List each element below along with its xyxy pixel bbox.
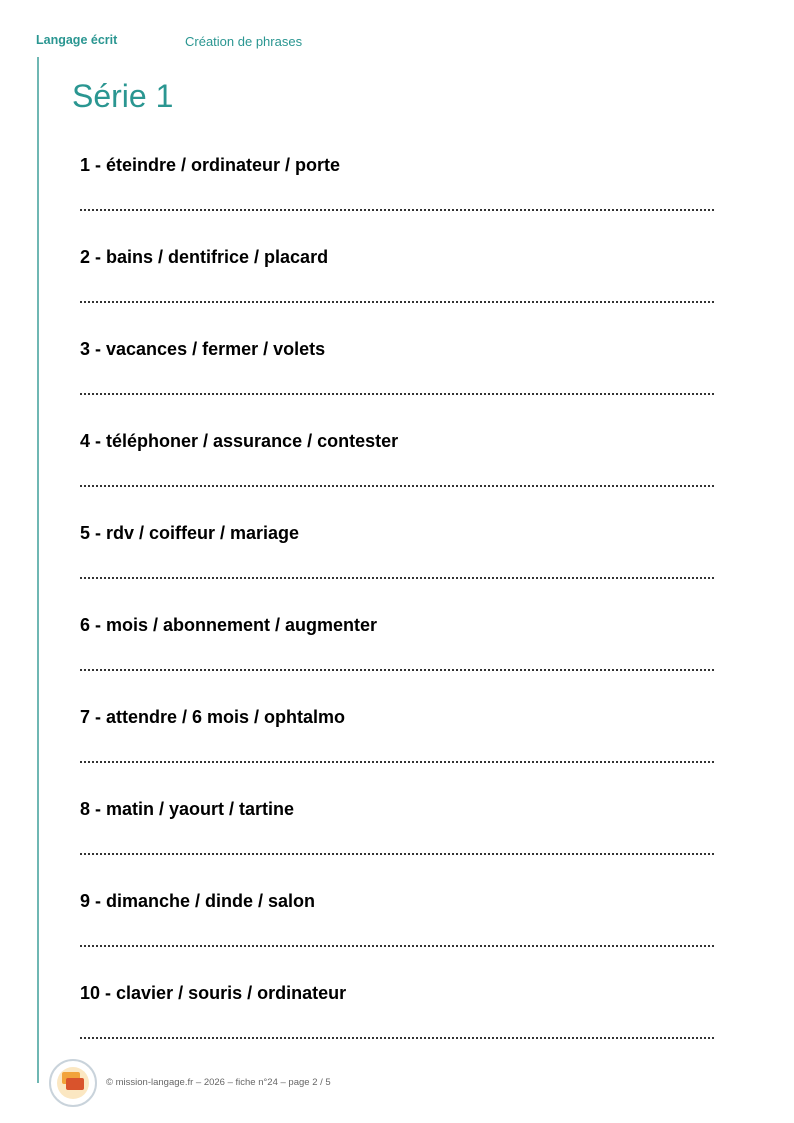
answer-line[interactable] [80,669,714,671]
exercise-item [80,431,714,534]
page-title: Série 1 [72,78,174,114]
exercise-item [80,983,714,1086]
exercise-item [80,339,714,442]
exercise-item [80,891,714,994]
footer-text: © mission-langage.fr – 2026 – fiche n°24 – page 2 / 5 [106,1077,331,1088]
exercise-item [80,247,714,350]
answer-line[interactable] [80,577,714,579]
exercise-item [80,799,714,902]
answer-line[interactable] [80,1037,714,1039]
exercise-prompt: 4 - téléphoner / assurance / contester [80,431,399,451]
answer-line[interactable] [80,945,714,947]
exercise-item [80,523,714,626]
answer-line[interactable] [80,485,714,487]
header-subtitle: Création de phrases [185,34,303,49]
exercise-item [80,707,714,810]
exercise-prompt: 6 - mois / abonnement / augmenter [80,615,378,635]
exercise-prompt: 8 - matin / yaourt / tartine [80,799,295,819]
answer-line[interactable] [80,761,714,763]
exercise-prompt: 10 - clavier / souris / ordinateur [80,983,347,1003]
answer-line[interactable] [80,853,714,855]
exercise-item [80,615,714,718]
answer-line[interactable] [80,209,714,211]
exercise-prompt: 9 - dimanche / dinde / salon [80,891,316,911]
exercise-item [80,155,714,258]
exercise-prompt: 5 - rdv / coiffeur / mariage [80,523,300,543]
exercise-prompt: 7 - attendre / 6 mois / ophtalmo [80,707,346,727]
exercise-prompt: 2 - bains / dentifrice / placard [80,247,329,267]
answer-line[interactable] [80,393,714,395]
exercise-prompt: 3 - vacances / fermer / volets [80,339,326,359]
header-category: Langage écrit [36,33,118,47]
margin-line [37,57,39,1083]
answer-line[interactable] [80,301,714,303]
mission-langage-logo [49,1059,97,1107]
exercise-prompt: 1 - éteindre / ordinateur / porte [80,155,341,175]
